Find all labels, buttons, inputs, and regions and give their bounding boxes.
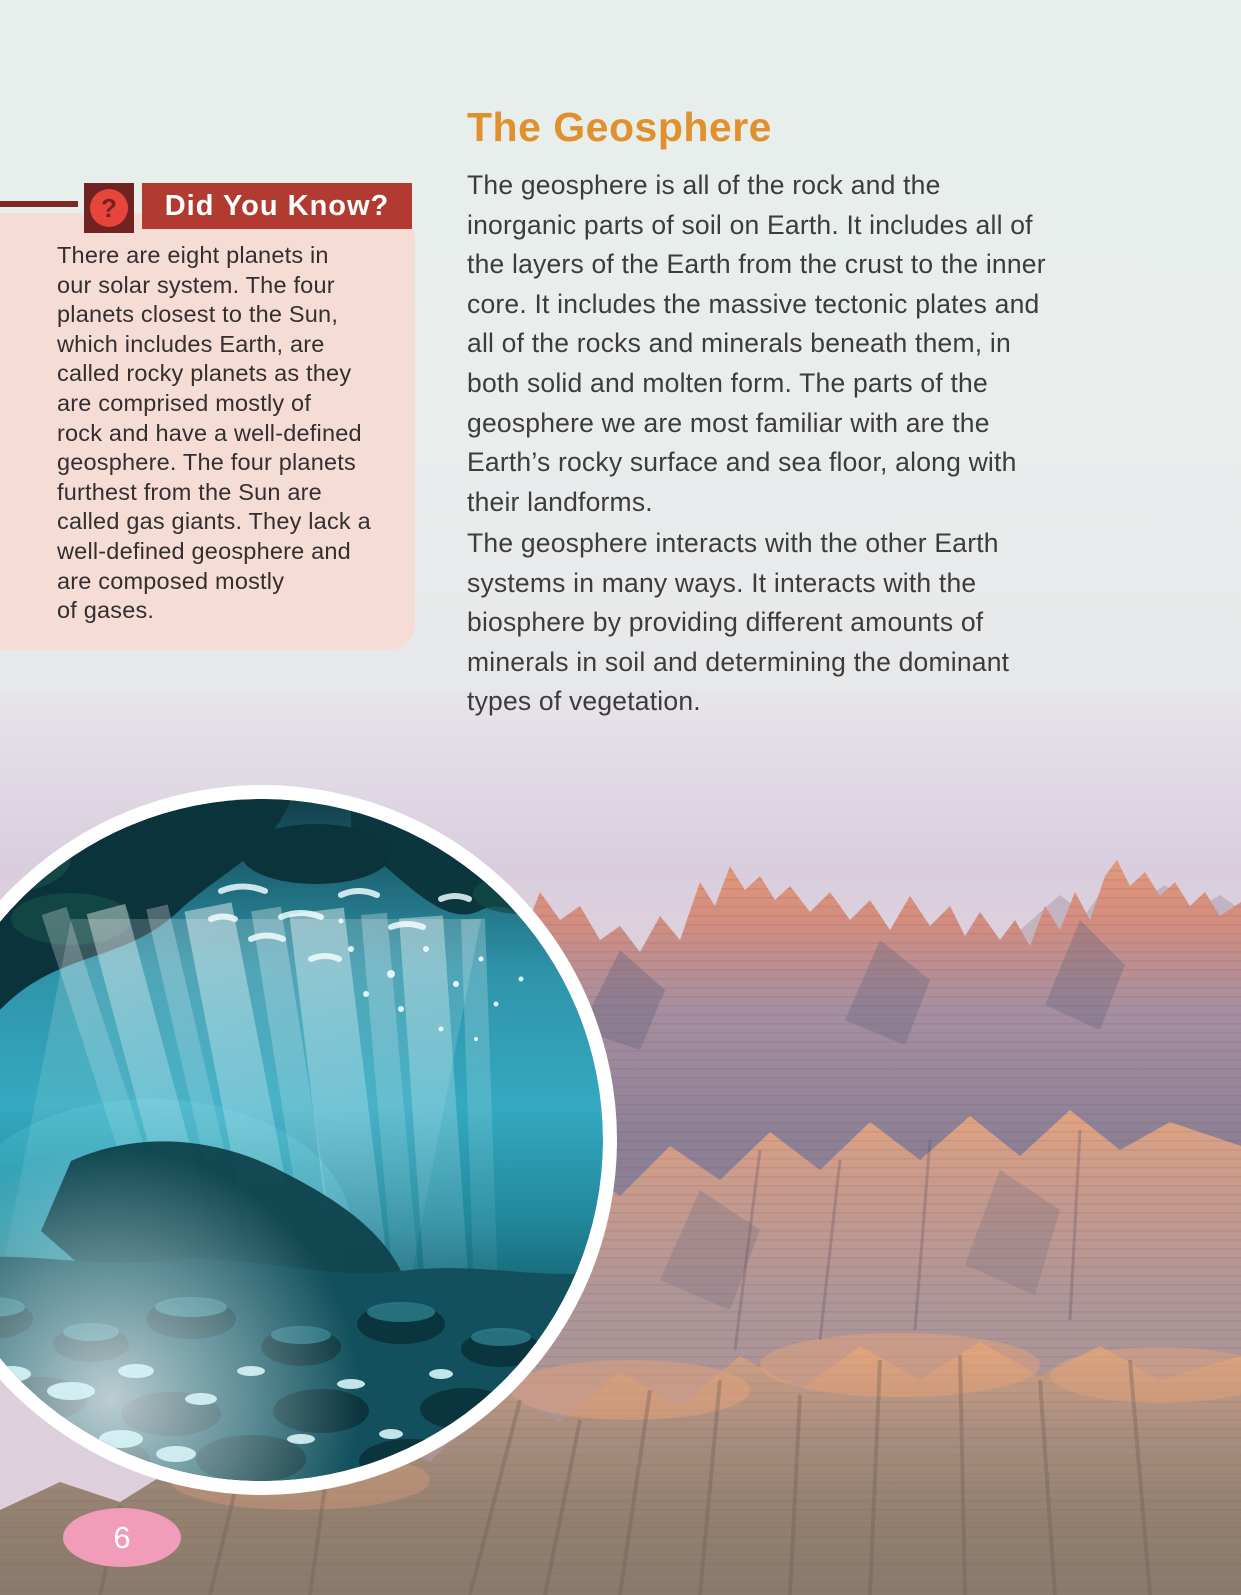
page-number-badge (63, 1508, 181, 1567)
did-you-know-header (142, 183, 412, 229)
did-you-know-text: There are eight planets in our solar system. The four planets closest to the Sun, which includes Earth, are called rocky planets as they are comprised mostly of rock and have a well-defined geosphere. The four planets furthest from the Sun are called gas giants. They lack a well-defined geosphere and are composed mostly of gases. (57, 242, 371, 624)
question-mark-glyph: ? (90, 189, 128, 227)
question-mark-icon (84, 183, 134, 233)
paragraph-2: The geosphere interacts with the other Earth systems in many ways. It interacts with the biosphere by providing different amounts of minerals in soil and determining the dominant types of vegetation. (467, 528, 1010, 717)
page-number: 6 (113, 1519, 131, 1555)
sidebar-accent-line (0, 201, 78, 207)
did-you-know-title: Did You Know? (164, 189, 390, 222)
did-you-know-box (0, 213, 415, 650)
section-title: The Geosphere (467, 104, 772, 150)
paragraph-1: The geosphere is all of the rock and the inorganic parts of soil on Earth. It includes all of the layers of the Earth from the crust to the inner core. It includes the massive tectonic plates and all of the rocks and minerals beneath them, in both solid and molten form. The parts of the geosphere we are most familiar with are the Earth’s rocky surface and sea floor, along with their landforms. (467, 170, 1046, 517)
